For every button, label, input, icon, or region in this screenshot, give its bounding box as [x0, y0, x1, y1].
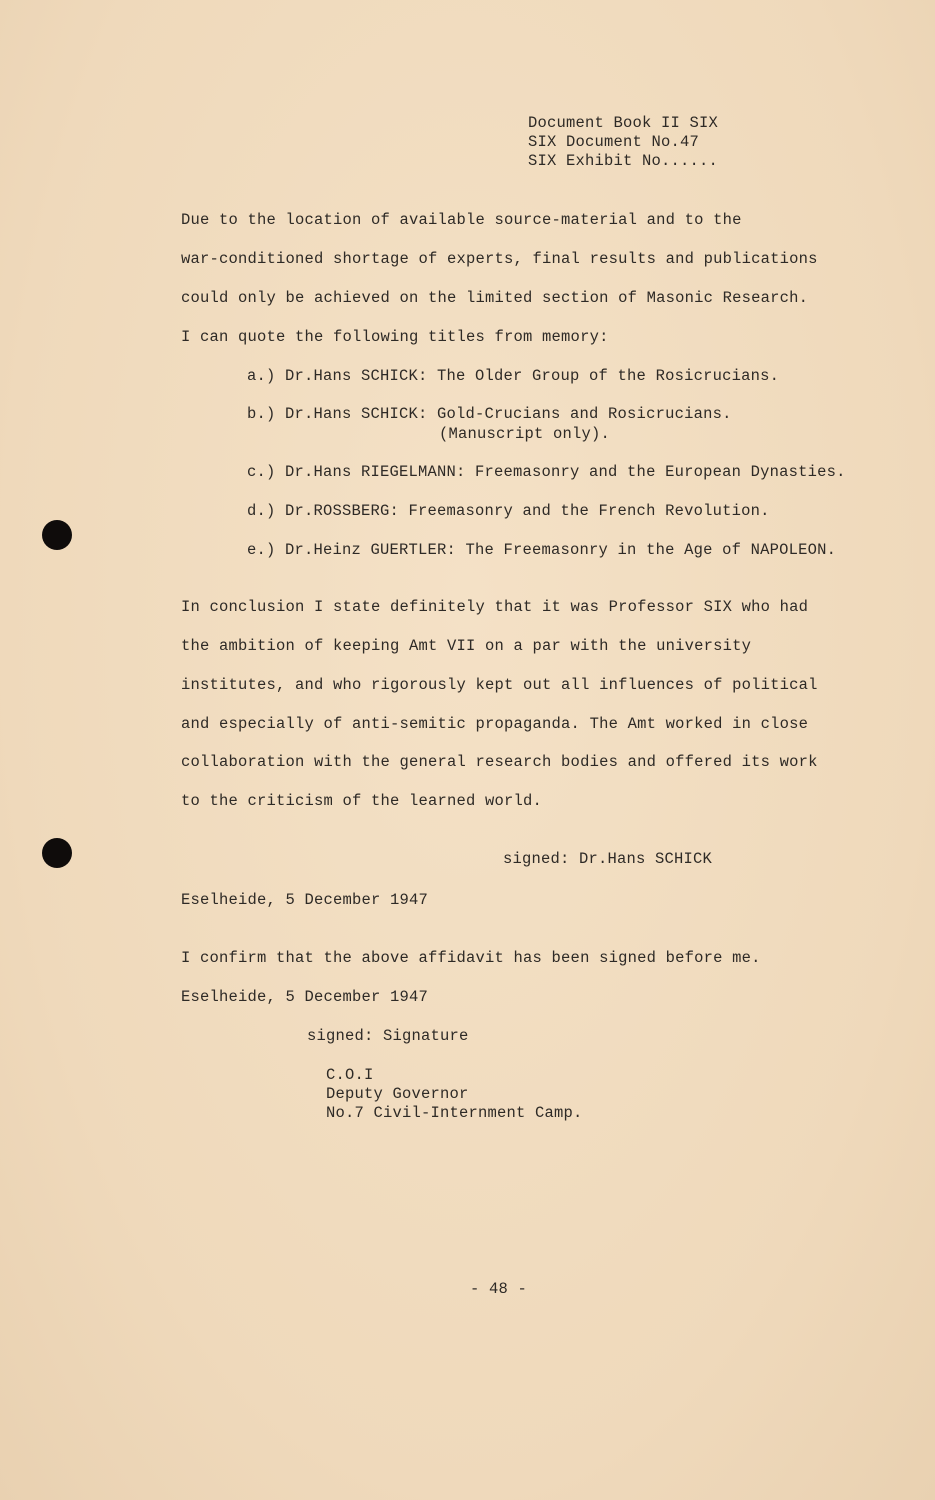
conclusion-line: institutes, and who rigorously kept out all influences of political	[181, 676, 818, 694]
intro-line: Due to the location of available source-material and to the	[181, 211, 742, 229]
header-document: SIX Document No.47	[528, 133, 700, 151]
conclusion-line: collaboration with the general research bodies and offered its work	[181, 753, 818, 771]
signature-line-schick: signed: Dr.Hans SCHICK	[503, 850, 713, 868]
conclusion-line: and especially of anti-semitic propaganda. The Amt worked in close	[181, 715, 809, 733]
place-date: Eselheide, 5 December 1947	[181, 988, 429, 1006]
conclusion-line: In conclusion I state definitely that it was Professor SIX who had	[181, 598, 809, 616]
header-exhibit: SIX Exhibit No......	[528, 152, 719, 170]
conclusion-line: to the criticism of the learned world.	[181, 792, 543, 810]
title-item-b: b.) Dr.Hans SCHICK: Gold-Crucians and Rosicrucians.	[247, 405, 732, 423]
title-item-d: d.) Dr.ROSSBERG: Freemasonry and the French Revolution.	[247, 502, 770, 520]
page-number: - 48 -	[470, 1280, 528, 1298]
official-title: Deputy Governor	[326, 1085, 469, 1103]
intro-line: could only be achieved on the limited section of Masonic Research.	[181, 289, 809, 307]
title-item-c: c.) Dr.Hans RIEGELMANN: Freemasonry and the European Dynasties.	[247, 463, 846, 481]
intro-line: I can quote the following titles from memory:	[181, 328, 609, 346]
title-item-a: a.) Dr.Hans SCHICK: The Older Group of the Rosicrucians.	[247, 367, 780, 385]
place-date: Eselheide, 5 December 1947	[181, 891, 429, 909]
official-title: No.7 Civil-Internment Camp.	[326, 1104, 583, 1122]
confirmation-statement: I confirm that the above affidavit has been signed before me.	[181, 949, 761, 967]
conclusion-line: the ambition of keeping Amt VII on a par with the university	[181, 637, 752, 655]
official-title: C.O.I	[326, 1066, 374, 1084]
title-item-b-note: (Manuscript only).	[439, 425, 611, 443]
intro-line: war-conditioned shortage of experts, final results and publications	[181, 250, 818, 268]
punch-hole	[42, 838, 72, 868]
header-book: Document Book II SIX	[528, 114, 719, 132]
punch-hole	[42, 520, 72, 550]
signature-line-official: signed: Signature	[307, 1027, 469, 1045]
title-item-e: e.) Dr.Heinz GUERTLER: The Freemasonry in the Age of NAPOLEON.	[247, 541, 837, 559]
